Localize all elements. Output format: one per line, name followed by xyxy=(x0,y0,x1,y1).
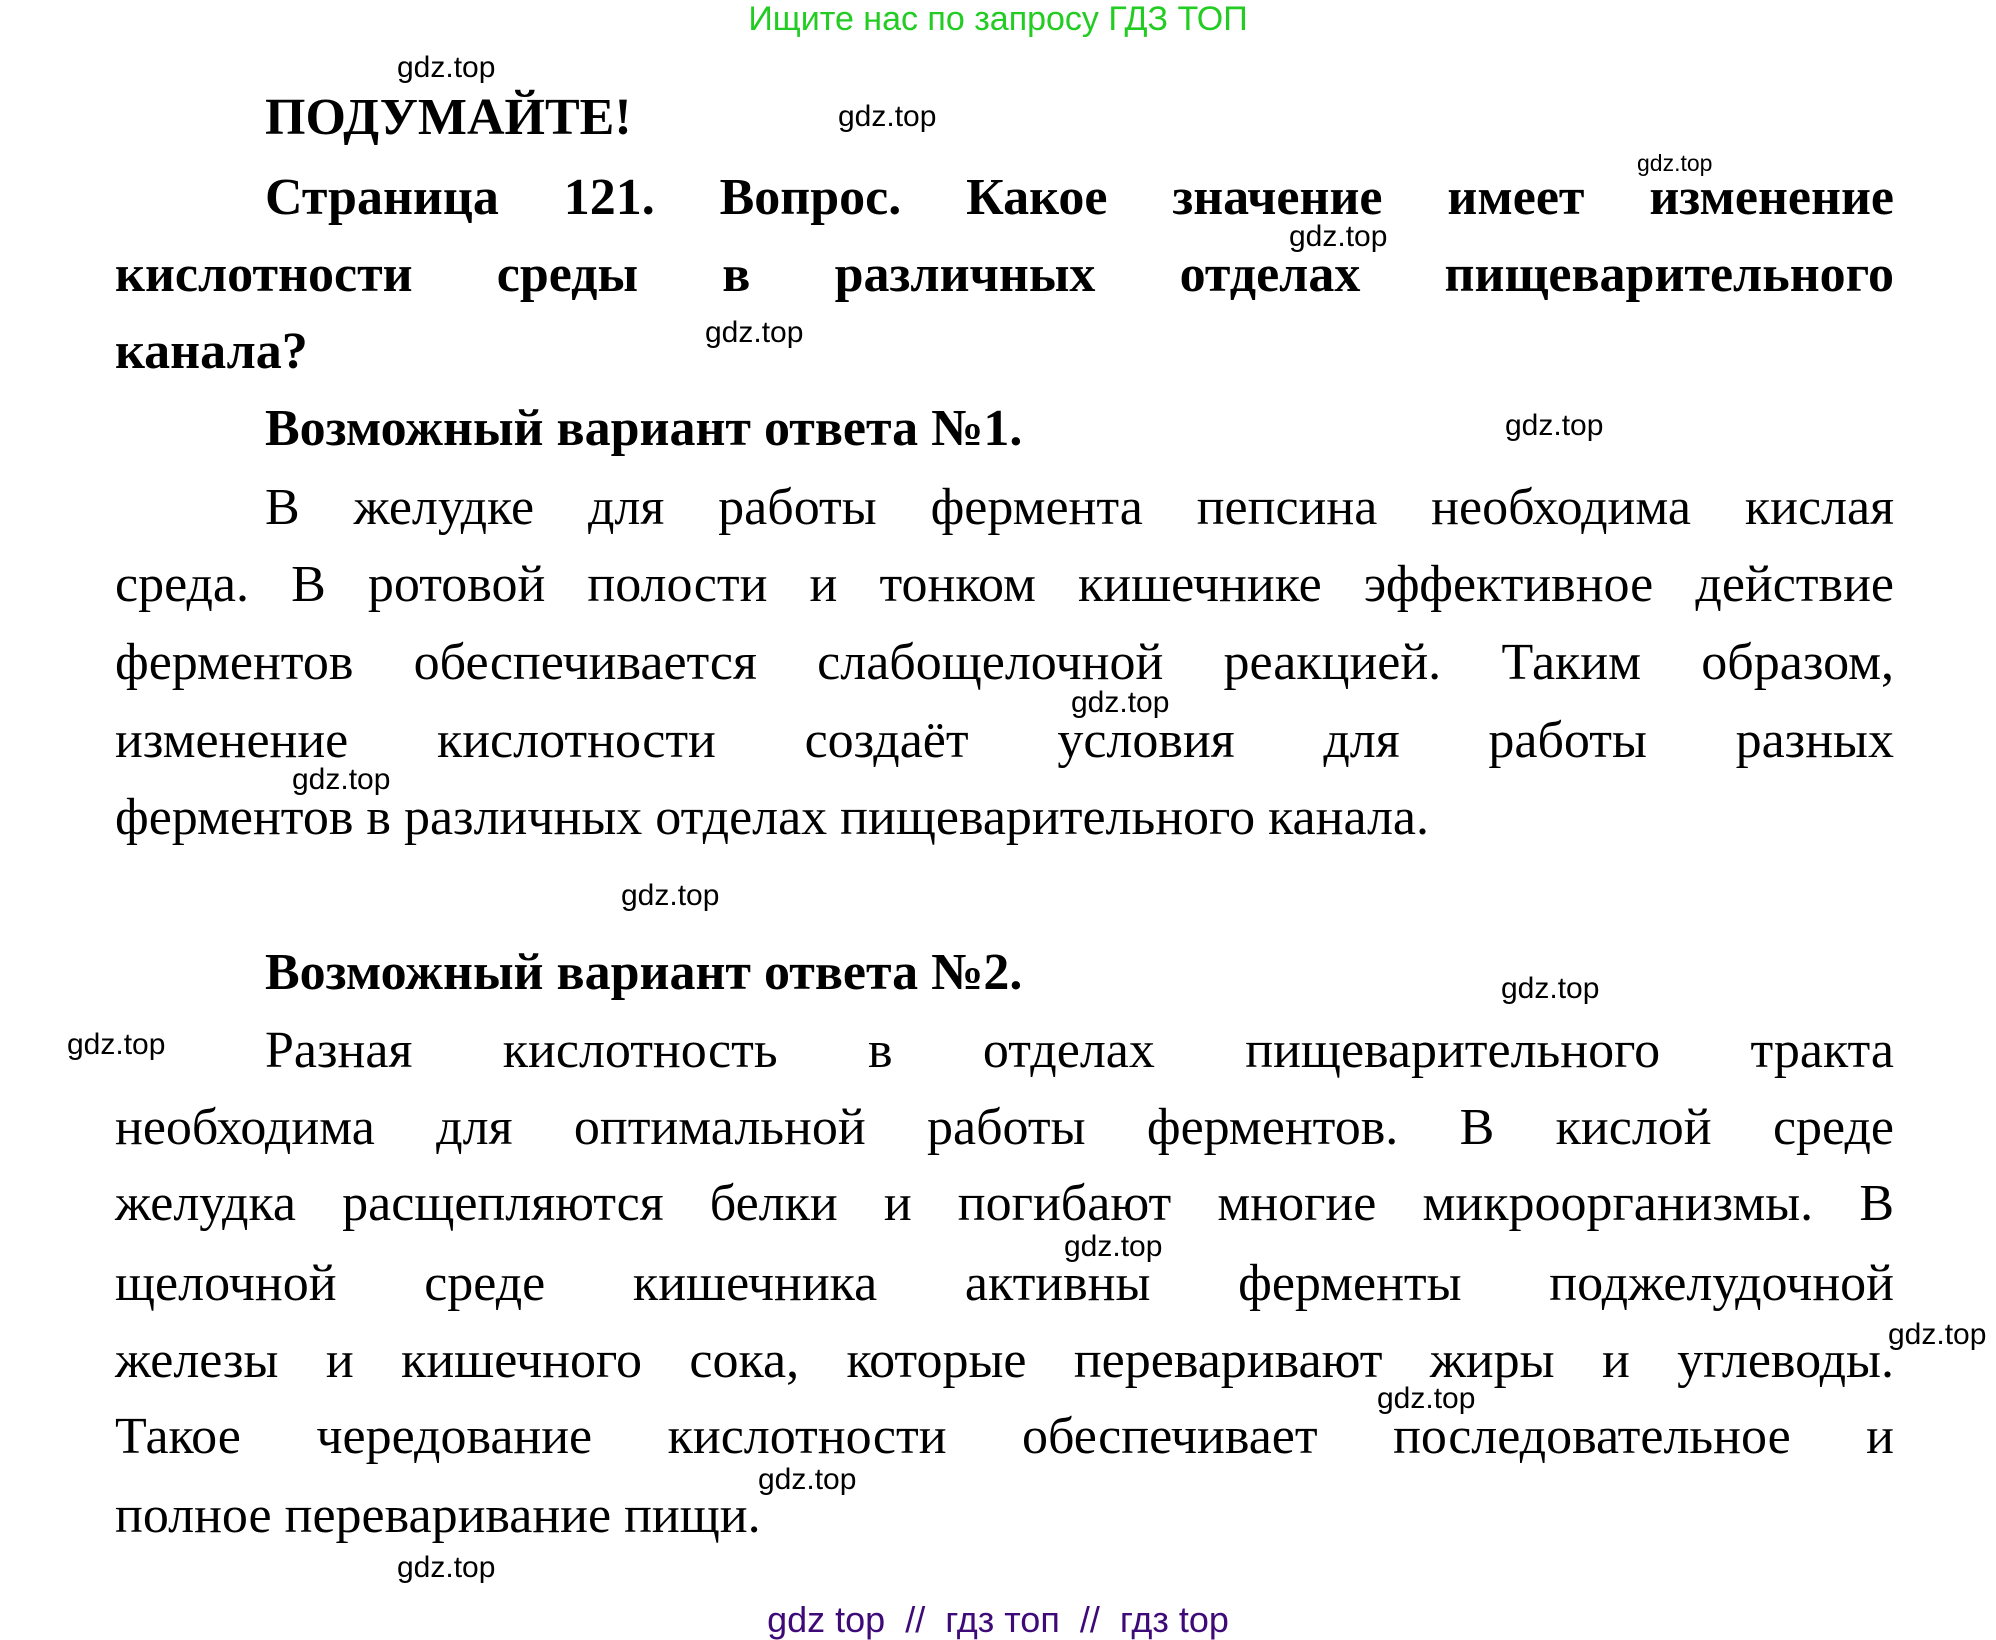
answer2-line: полное переваривание пищи. xyxy=(115,1487,761,1544)
answer2-line: Такое чередование кислотности обеспечивает последовательное и xyxy=(115,1408,1894,1465)
answer1-line: В желудке для работы фермента пепсина необходима кислая xyxy=(265,479,1894,536)
watermark: gdz.top xyxy=(1501,972,1600,1005)
watermark: gdz.top xyxy=(397,51,496,84)
question-line: канала? xyxy=(115,323,308,380)
watermark: gdz.top xyxy=(1888,1318,1987,1351)
footer-links: gdz top // гдз топ // гдз top xyxy=(767,1599,1229,1640)
watermark: gdz.top xyxy=(1071,686,1170,719)
top-banner: Ищите нас по запросу ГДЗ ТОП xyxy=(748,0,1248,38)
watermark: gdz.top xyxy=(621,879,720,912)
watermark: gdz.top xyxy=(1505,409,1604,442)
page-title: ПОДУМАЙТЕ! xyxy=(265,89,632,146)
answer2-heading: Возможный вариант ответа №2. xyxy=(265,944,1023,1001)
watermark: gdz.top xyxy=(758,1463,857,1496)
watermark: gdz.top xyxy=(1637,150,1713,176)
answer1-heading: Возможный вариант ответа №1. xyxy=(265,400,1023,457)
question-line: Страница 121. Вопрос. Какое значение имеет изменение xyxy=(265,169,1894,226)
watermark: gdz.top xyxy=(838,100,937,133)
answer2-line: железы и кишечного сока, которые переваривают жиры и углеводы. xyxy=(115,1332,1894,1389)
answer2-line: необходима для оптимальной работы ферментов. В кислой среде xyxy=(115,1099,1894,1156)
question-line: кислотности среды в различных отделах пищеварительного xyxy=(115,246,1894,303)
watermark: gdz.top xyxy=(1064,1230,1163,1263)
watermark: gdz.top xyxy=(1377,1382,1476,1415)
watermark: gdz.top xyxy=(397,1551,496,1584)
watermark: gdz.top xyxy=(1289,220,1388,253)
answer2-line: Разная кислотность в отделах пищеварительного тракта xyxy=(265,1022,1894,1079)
watermark: gdz.top xyxy=(705,316,804,349)
answer2-line: желудка расщепляются белки и погибают многие микроорганизмы. В xyxy=(115,1175,1894,1232)
answer2-line: щелочной среде кишечника активны ферменты поджелудочной xyxy=(115,1255,1894,1312)
answer1-line: среда. В ротовой полости и тонком кишечнике эффективное действие xyxy=(115,556,1894,613)
watermark: gdz.top xyxy=(292,763,391,796)
answer1-line: изменение кислотности создаёт условия для работы разных xyxy=(115,712,1894,769)
watermark: gdz.top xyxy=(67,1028,166,1061)
answer1-line: ферментов обеспечивается слабощелочной реакцией. Таким образом, xyxy=(115,634,1894,691)
answer1-line: ферментов в различных отделах пищеварительного канала. xyxy=(115,789,1430,846)
